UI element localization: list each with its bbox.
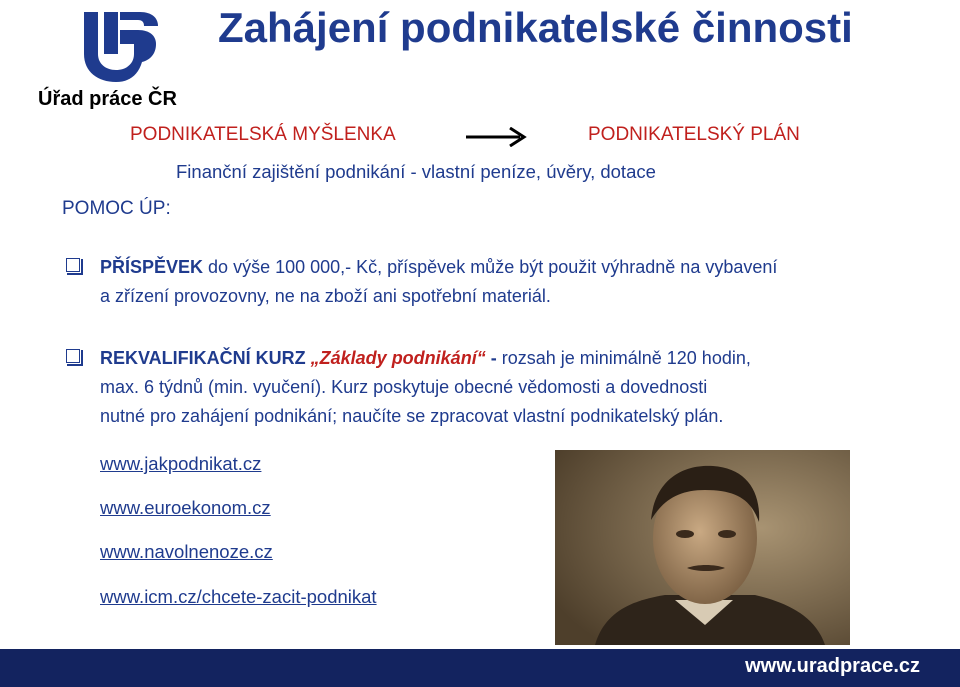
bullet1-line1 xyxy=(100,256,777,278)
bullet2-dash: - xyxy=(485,348,497,368)
help-label: POMOC ÚP: xyxy=(62,198,171,219)
finance-line: Finanční zajištění podnikání - vlastní peníze, úvěry, dotace xyxy=(176,161,656,182)
bullet2-line3: nutné pro zahájení podnikání; naučíte se zpracovat vlastní podnikatelský plán. xyxy=(100,406,724,426)
portrait-illustration xyxy=(555,450,850,645)
logo-org-name: Úřad práce ČR xyxy=(38,88,177,110)
flow-from: PODNIKATELSKÁ MYŠLENKA xyxy=(130,124,396,145)
bullet2-line1 xyxy=(100,347,751,369)
bullet1-line2: a zřízení provozovny, ne na zboží ani spotřební materiál. xyxy=(100,286,551,306)
urad-prace-logo-icon xyxy=(80,8,158,84)
flow-to: PODNIKATELSKÝ PLÁN xyxy=(588,124,800,145)
checkbox-bullet-icon xyxy=(66,258,80,272)
checkbox-bullet-icon xyxy=(66,349,80,363)
page-title: Zahájení podnikatelské činnosti xyxy=(218,4,853,51)
link-jakpodnikat[interactable]: www.jakpodnikat.cz xyxy=(100,453,262,474)
bullet2-text: rozsah je minimálně 120 hodin, xyxy=(496,348,751,368)
bullet1-lead: PŘÍSPĚVEK xyxy=(100,257,204,277)
link-navolnenoze[interactable]: www.navolnenoze.cz xyxy=(100,541,273,562)
arrow-right-icon xyxy=(466,127,530,147)
footer-url[interactable]: www.uradprace.cz xyxy=(745,655,920,677)
portrait-photo xyxy=(555,450,850,645)
bullet2-line2: max. 6 týdnů (min. vyučení). Kurz poskytuje obecné vědomosti a dovednosti xyxy=(100,377,708,397)
footer-bar xyxy=(0,649,960,687)
course-name: „Základy podnikání“ xyxy=(310,348,486,368)
bullet1-text: do výše 100 000,- Kč, příspěvek může být použit výhradně na vybavení xyxy=(203,257,778,277)
logo xyxy=(38,8,190,112)
link-icm[interactable]: www.icm.cz/chcete-zacit-podnikat xyxy=(100,586,377,607)
link-euroekonom[interactable]: www.euroekonom.cz xyxy=(100,497,271,518)
bullet2-lead: REKVALIFIKAČNÍ KURZ xyxy=(100,348,311,368)
